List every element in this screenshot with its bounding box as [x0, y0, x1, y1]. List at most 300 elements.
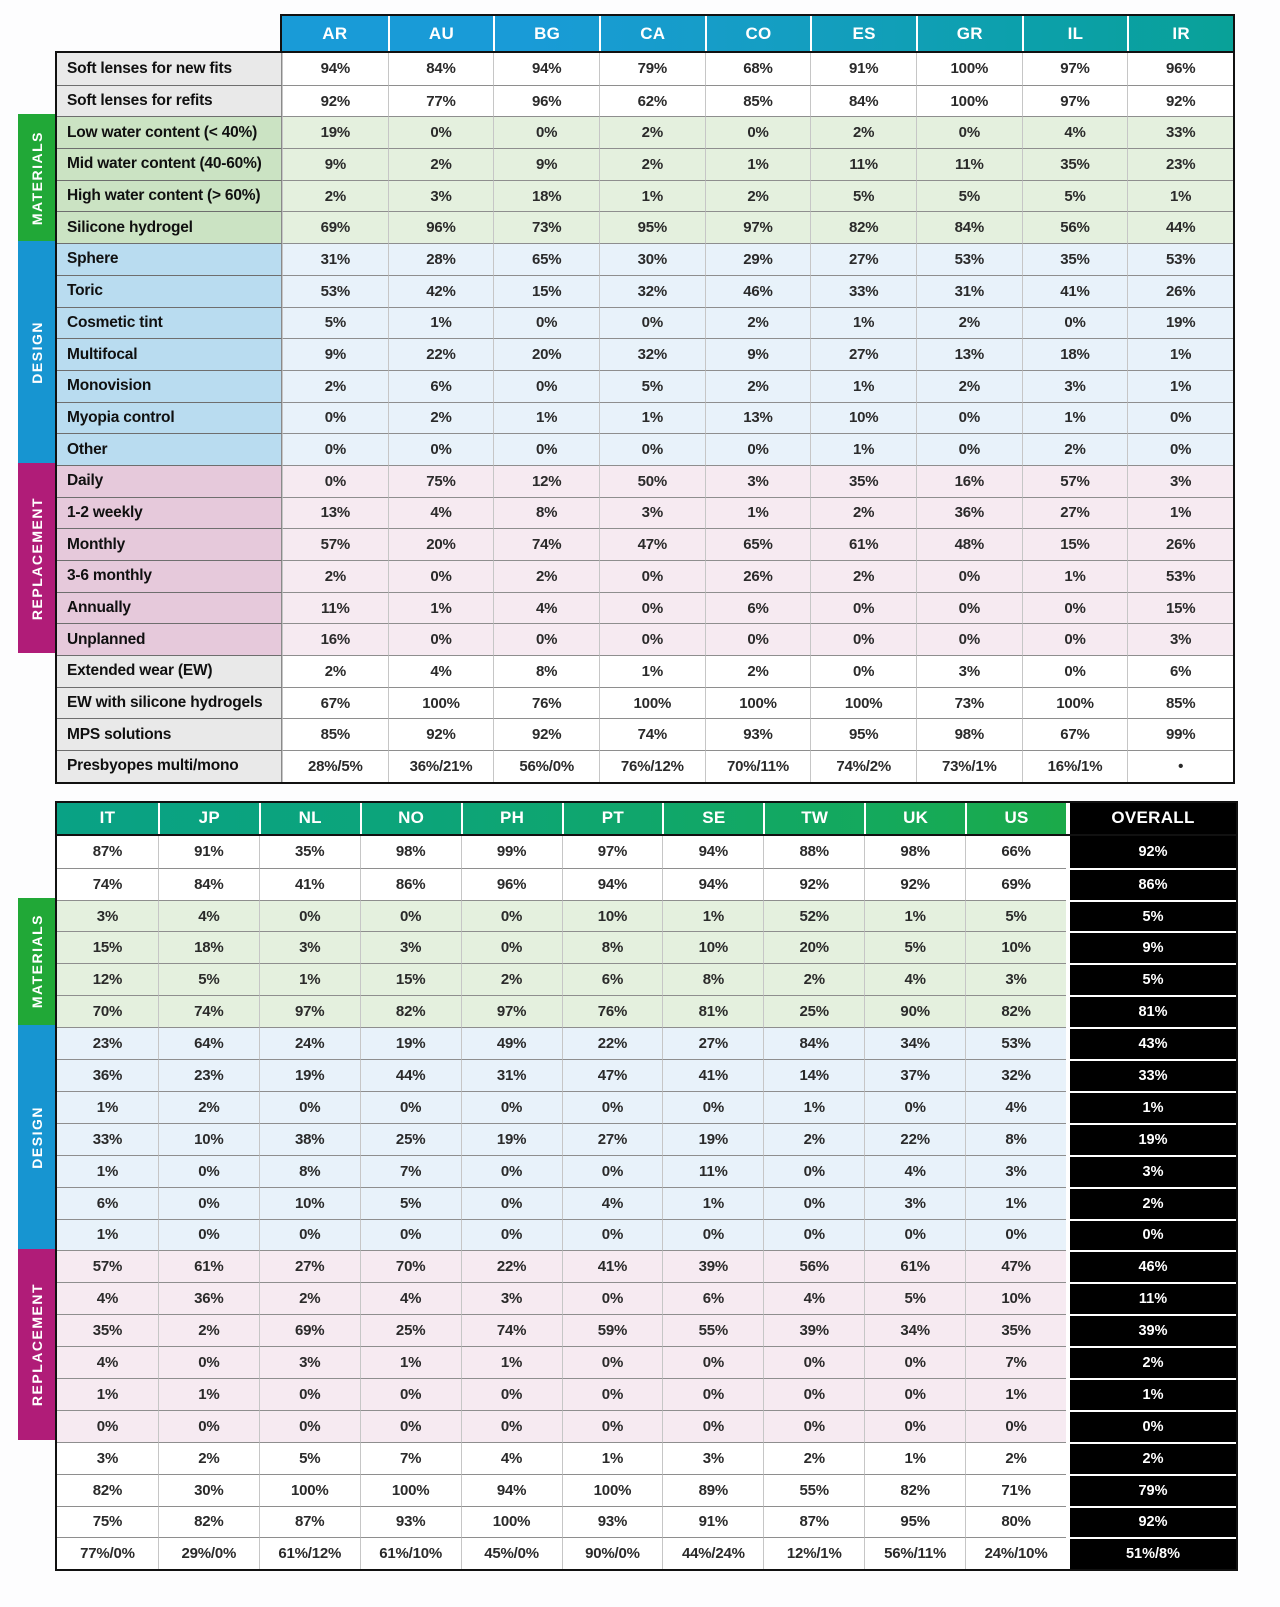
table-cell: 89% [662, 1474, 763, 1506]
table-cell: 95% [810, 718, 916, 750]
table-cell: 7% [965, 1346, 1066, 1378]
column-header: JP [158, 803, 259, 834]
overall-cell: 0% [1066, 1410, 1236, 1442]
row-label: Mid water content (40-60%) [57, 148, 282, 180]
table-cell: 0% [562, 1282, 663, 1314]
table-cell: 0% [1022, 655, 1128, 687]
table-cell: 99% [1127, 718, 1233, 750]
table-cell: 0% [864, 1219, 965, 1251]
table-cell: 0% [763, 1410, 864, 1442]
table-cell: 39% [763, 1314, 864, 1346]
table-cell: 84% [763, 1027, 864, 1059]
table-cell: 2% [705, 655, 811, 687]
overall-cell: 51%/8% [1066, 1537, 1236, 1569]
table-cell: 0% [705, 116, 811, 148]
column-header: IR [1127, 16, 1233, 51]
table-cell: 44% [360, 1059, 461, 1091]
table-cell: 97% [562, 836, 663, 868]
table-cell: 4% [360, 1282, 461, 1314]
table-cell: 2% [282, 180, 388, 212]
table-cell: 2% [599, 148, 705, 180]
table-cell: 6% [1127, 655, 1233, 687]
table-cell: 0% [763, 1219, 864, 1251]
table-cell: 1% [1022, 560, 1128, 592]
table-cell: 3% [662, 1442, 763, 1474]
table-cell: 35% [965, 1314, 1066, 1346]
table-cell: 80% [965, 1506, 1066, 1538]
table-cell: 92% [388, 718, 494, 750]
row-label: Multifocal [57, 338, 282, 370]
row-label: 1-2 weekly [57, 497, 282, 529]
table-cell: 27% [562, 1123, 663, 1155]
table-cell: 90%/0% [562, 1537, 663, 1569]
table-cell: 95% [864, 1506, 965, 1538]
table-cell: 97% [259, 995, 360, 1027]
table-cell: 97% [705, 211, 811, 243]
table-cell: 13% [282, 497, 388, 529]
table-cell: 2% [916, 370, 1022, 402]
table-cell: 0% [662, 1378, 763, 1410]
table-cell: 15% [493, 275, 599, 307]
table-cell: 1% [461, 1346, 562, 1378]
table-cell: 27% [810, 338, 916, 370]
table-cell: 3% [57, 1442, 158, 1474]
table-cell: 20% [493, 338, 599, 370]
row-label: Other [57, 433, 282, 465]
overall-cell: 1% [1066, 1378, 1236, 1410]
table-cell: 2% [282, 370, 388, 402]
section-bar-label: DESIGN [28, 1105, 45, 1169]
table-cell: 93% [705, 718, 811, 750]
table-cell: 20% [763, 931, 864, 963]
table-cell: 98% [360, 836, 461, 868]
table-cell: 0% [810, 655, 916, 687]
column-header: CA [599, 16, 705, 51]
row-label: Unplanned [57, 623, 282, 655]
table-cell: 0% [562, 1091, 663, 1123]
table-cell: 65% [705, 528, 811, 560]
table-cell: 11% [662, 1155, 763, 1187]
table-cell: 92% [1127, 85, 1233, 117]
table-cell: 45%/0% [461, 1537, 562, 1569]
table-cell: 46% [705, 275, 811, 307]
table-cell: 0% [461, 1378, 562, 1410]
table-cell: 64% [158, 1027, 259, 1059]
table-cell: 25% [360, 1314, 461, 1346]
table-cell: 32% [599, 275, 705, 307]
table-cell: 5% [158, 963, 259, 995]
table-cell: 93% [562, 1506, 663, 1538]
table-cell: 22% [461, 1250, 562, 1282]
table-cell: 3% [705, 465, 811, 497]
table-cell: 2% [705, 370, 811, 402]
table-cell: 33% [57, 1123, 158, 1155]
table-cell: 9% [282, 148, 388, 180]
table-cell: 76% [493, 687, 599, 719]
table-cell: 1% [763, 1091, 864, 1123]
table-cell: 41% [1022, 275, 1128, 307]
table-cell: 94% [493, 53, 599, 85]
table-cell: 2% [1022, 433, 1128, 465]
table-cell: 0% [599, 560, 705, 592]
table-cell: 22% [864, 1123, 965, 1155]
table-cell: 31% [916, 275, 1022, 307]
table-cell: 69% [259, 1314, 360, 1346]
row-label: Low water content (< 40%) [57, 116, 282, 148]
table-cell: 9% [282, 338, 388, 370]
fitting-table-part1 [18, 14, 1235, 784]
table-cell: 0% [259, 1091, 360, 1123]
table-cell: 8% [493, 655, 599, 687]
table-cell: 0% [599, 433, 705, 465]
table-cell: 56%/0% [493, 750, 599, 782]
table-cell: 1% [705, 148, 811, 180]
table-cell: 31% [282, 243, 388, 275]
table-cell: 1% [1127, 180, 1233, 212]
table-cell: 65% [493, 243, 599, 275]
table-cell: 0% [282, 433, 388, 465]
table-cell: 1% [57, 1091, 158, 1123]
table-cell: 15% [57, 931, 158, 963]
table-cell: 1% [662, 900, 763, 932]
table-cell: 29% [705, 243, 811, 275]
table-cell: 0% [965, 1410, 1066, 1442]
table-cell: 100% [916, 53, 1022, 85]
overall-cell: 43% [1066, 1027, 1236, 1059]
table-cell: 35% [57, 1314, 158, 1346]
table-cell: 3% [461, 1282, 562, 1314]
table-cell: 12% [57, 963, 158, 995]
country-header-row [55, 801, 1238, 834]
table-cell: 61% [158, 1250, 259, 1282]
table-cell: 74% [158, 995, 259, 1027]
table-cell: 82% [864, 1474, 965, 1506]
table-cell: 100% [461, 1506, 562, 1538]
table-cell: 37% [864, 1059, 965, 1091]
table-cell: 24%/10% [965, 1537, 1066, 1569]
table-cell: 8% [662, 963, 763, 995]
table-cell: 0% [461, 900, 562, 932]
table-cell: 0% [360, 1091, 461, 1123]
table-cell: 30% [599, 243, 705, 275]
table-cell: 92% [493, 718, 599, 750]
column-header: PH [461, 803, 562, 834]
section-bar-design [18, 1025, 55, 1248]
table-cell: 18% [1022, 338, 1128, 370]
table-cell: 15% [1022, 528, 1128, 560]
table-cell: 10% [562, 900, 663, 932]
table-cell: 10% [158, 1123, 259, 1155]
table-cell: 0% [562, 1378, 663, 1410]
table-cell: 32% [599, 338, 705, 370]
table-cell: 77% [388, 85, 494, 117]
table-cell: 93% [360, 1506, 461, 1538]
table-cell: 0% [763, 1346, 864, 1378]
table-cell: 0% [1022, 592, 1128, 624]
table-cell: 0% [158, 1410, 259, 1442]
table-cell: 0% [158, 1219, 259, 1251]
table-cell: 44%/24% [662, 1537, 763, 1569]
table-cell: 0% [360, 1378, 461, 1410]
table-cell: 2% [705, 307, 811, 339]
table-cell: 92% [763, 868, 864, 900]
row-label: Annually [57, 592, 282, 624]
table-cell: 16% [916, 465, 1022, 497]
table-cell: 4% [562, 1187, 663, 1219]
table-cell: 75% [57, 1506, 158, 1538]
table-cell: 23% [57, 1027, 158, 1059]
table-cell: 9% [493, 148, 599, 180]
table-cell: 2% [965, 1442, 1066, 1474]
table-cell: 2% [493, 560, 599, 592]
table-cell: 3% [57, 900, 158, 932]
table-cell: 0% [158, 1155, 259, 1187]
table-cell: 3% [916, 655, 1022, 687]
table-cell: 66% [965, 836, 1066, 868]
table-cell: 77%/0% [57, 1537, 158, 1569]
table-cell: 0% [763, 1187, 864, 1219]
table-cell: 11% [810, 148, 916, 180]
table-cell: 4% [965, 1091, 1066, 1123]
table-cell: 100% [259, 1474, 360, 1506]
table-cell: 0% [662, 1091, 763, 1123]
table-cell: 0% [916, 560, 1022, 592]
table-cell: 0% [360, 1219, 461, 1251]
table-cell: 92% [282, 85, 388, 117]
table-cell: 2% [810, 560, 916, 592]
table-cell: 2% [158, 1314, 259, 1346]
table-cell: 74% [493, 528, 599, 560]
table-cell: 4% [158, 900, 259, 932]
table-cell: 0% [599, 307, 705, 339]
table-cell: 79% [599, 53, 705, 85]
table-cell: 61% [810, 528, 916, 560]
table-cell: 9% [705, 338, 811, 370]
table-cell: 0% [461, 1410, 562, 1442]
overall-cell: 2% [1066, 1187, 1236, 1219]
table-cell: 28%/5% [282, 750, 388, 782]
table-cell: 0% [810, 623, 916, 655]
table-cell: 5% [259, 1442, 360, 1474]
table-cell: 4% [57, 1282, 158, 1314]
table-cell: 85% [705, 85, 811, 117]
table-cell: 1% [965, 1187, 1066, 1219]
overall-cell: 5% [1066, 900, 1236, 932]
table-cell: 29%/0% [158, 1537, 259, 1569]
section-bar-label: REPLACEMENT [28, 496, 45, 620]
overall-cell: 46% [1066, 1250, 1236, 1282]
table-cell: 36% [916, 497, 1022, 529]
table-cell: 0% [158, 1187, 259, 1219]
table-cell: 0% [493, 116, 599, 148]
row-label: Monovision [57, 370, 282, 402]
table-cell: 0% [662, 1410, 763, 1442]
table-cell: 22% [388, 338, 494, 370]
table-cell: 0% [599, 623, 705, 655]
overall-cell: 2% [1066, 1442, 1236, 1474]
table-cell: 96% [388, 211, 494, 243]
table-cell: 1% [360, 1346, 461, 1378]
table-cell: 94% [562, 868, 663, 900]
table-cell: 0% [763, 1378, 864, 1410]
table-cell: 2% [763, 963, 864, 995]
table-cell: 1% [599, 180, 705, 212]
table-cell: 11% [916, 148, 1022, 180]
column-header: BG [493, 16, 599, 51]
table-cell: 76%/12% [599, 750, 705, 782]
table-cell: 8% [562, 931, 663, 963]
table-cell: 97% [461, 995, 562, 1027]
overall-cell: 92% [1066, 1506, 1236, 1538]
overall-cell: 79% [1066, 1474, 1236, 1506]
table-cell: 0% [705, 433, 811, 465]
table-cell: 4% [493, 592, 599, 624]
table-cell: 76% [562, 995, 663, 1027]
column-header: CO [705, 16, 811, 51]
table-cell: 71% [965, 1474, 1066, 1506]
row-label: EW with silicone hydrogels [57, 687, 282, 719]
table-cell: 0% [259, 1219, 360, 1251]
table-cell: 41% [662, 1059, 763, 1091]
table-cell: 0% [360, 900, 461, 932]
table-cell: 25% [360, 1123, 461, 1155]
table-cell: 85% [1127, 687, 1233, 719]
table-cell: 44% [1127, 211, 1233, 243]
table-cell: 0% [259, 1378, 360, 1410]
table-cell: 20% [388, 528, 494, 560]
table-cell: 100% [360, 1474, 461, 1506]
table-cell: 100% [388, 687, 494, 719]
table-cell: 1% [57, 1378, 158, 1410]
row-label: Soft lenses for new fits [57, 53, 282, 85]
overall-cell: 2% [1066, 1346, 1236, 1378]
row-label: Sphere [57, 243, 282, 275]
table-cell: 73% [916, 687, 1022, 719]
table-cell: 84% [916, 211, 1022, 243]
table-cell: 0% [916, 623, 1022, 655]
table-cell: 25% [763, 995, 864, 1027]
table-cell: • [1127, 750, 1233, 782]
table-cell: 5% [282, 307, 388, 339]
table-cell: 57% [282, 528, 388, 560]
table-cell: 10% [965, 1282, 1066, 1314]
table-cell: 6% [388, 370, 494, 402]
table-cell: 91% [158, 836, 259, 868]
table-cell: 6% [562, 963, 663, 995]
table-cell: 0% [1022, 307, 1128, 339]
table-cell: 53% [282, 275, 388, 307]
table-cell: 97% [1022, 53, 1128, 85]
table-cell: 97% [1022, 85, 1128, 117]
column-header: OVERALL [1066, 803, 1236, 834]
table-cell: 94% [662, 868, 763, 900]
section-bar-replacement [18, 1249, 55, 1440]
table-cell: 74% [599, 718, 705, 750]
row-label: Myopia control [57, 402, 282, 434]
table-cell: 47% [599, 528, 705, 560]
overall-cell: 81% [1066, 995, 1236, 1027]
table-cell: 1% [493, 402, 599, 434]
table-cell: 0% [259, 1410, 360, 1442]
table-cell: 0% [1127, 433, 1233, 465]
table-cell: 98% [864, 836, 965, 868]
table-cell: 5% [864, 931, 965, 963]
column-header: US [965, 803, 1066, 834]
table-cell: 3% [965, 963, 1066, 995]
table-cell: 1% [810, 370, 916, 402]
table-cell: 0% [259, 900, 360, 932]
table-cell: 28% [388, 243, 494, 275]
table-cell: 74% [461, 1314, 562, 1346]
table-cell: 27% [1022, 497, 1128, 529]
table-cell: 87% [763, 1506, 864, 1538]
overall-cell: 39% [1066, 1314, 1236, 1346]
table-cell: 0% [864, 1410, 965, 1442]
table-cell: 84% [388, 53, 494, 85]
table-cell: 67% [282, 687, 388, 719]
table-cell: 5% [916, 180, 1022, 212]
table-cell: 61% [864, 1250, 965, 1282]
table-cell: 82% [360, 995, 461, 1027]
column-header: PT [562, 803, 663, 834]
country-header-row [280, 14, 1235, 51]
table-cell: 22% [562, 1027, 663, 1059]
table-cell: 1% [388, 307, 494, 339]
section-bar-materials [18, 114, 55, 241]
table-cell: 0% [562, 1410, 663, 1442]
column-header: IL [1022, 16, 1128, 51]
table-cell: 26% [1127, 275, 1233, 307]
table-cell: 82% [158, 1506, 259, 1538]
table-cell: 47% [965, 1250, 1066, 1282]
table-cell: 100% [810, 687, 916, 719]
table-cell: 0% [493, 433, 599, 465]
table-cell: 2% [259, 1282, 360, 1314]
table-cell: 3% [388, 180, 494, 212]
table-cell: 90% [864, 995, 965, 1027]
table-cell: 0% [562, 1155, 663, 1187]
overall-cell: 5% [1066, 963, 1236, 995]
table-cell: 70% [57, 995, 158, 1027]
table-cell: 2% [282, 655, 388, 687]
table-cell: 2% [916, 307, 1022, 339]
table-cell: 0% [461, 1091, 562, 1123]
table-cell: 36% [57, 1059, 158, 1091]
table-cell: 35% [259, 836, 360, 868]
table-cell: 70%/11% [705, 750, 811, 782]
table-cell: 16% [282, 623, 388, 655]
table-cell: 19% [360, 1027, 461, 1059]
overall-cell: 86% [1066, 868, 1236, 900]
table-cell: 3% [1022, 370, 1128, 402]
row-label: Extended wear (EW) [57, 655, 282, 687]
table-cell: 6% [57, 1187, 158, 1219]
section-bar-label: MATERIALS [28, 914, 45, 1009]
overall-cell: 11% [1066, 1282, 1236, 1314]
table-cell: 34% [864, 1314, 965, 1346]
table-cell: 0% [282, 402, 388, 434]
table-cell: 4% [864, 1155, 965, 1187]
overall-cell: 92% [1066, 836, 1236, 868]
table-cell: 0% [916, 116, 1022, 148]
table-cell: 100% [916, 85, 1022, 117]
table-cell: 8% [259, 1155, 360, 1187]
table-cell: 1% [57, 1155, 158, 1187]
table-cell: 7% [360, 1442, 461, 1474]
table-cell: 1% [965, 1378, 1066, 1410]
table-cell: 100% [599, 687, 705, 719]
table-cell: 0% [57, 1410, 158, 1442]
